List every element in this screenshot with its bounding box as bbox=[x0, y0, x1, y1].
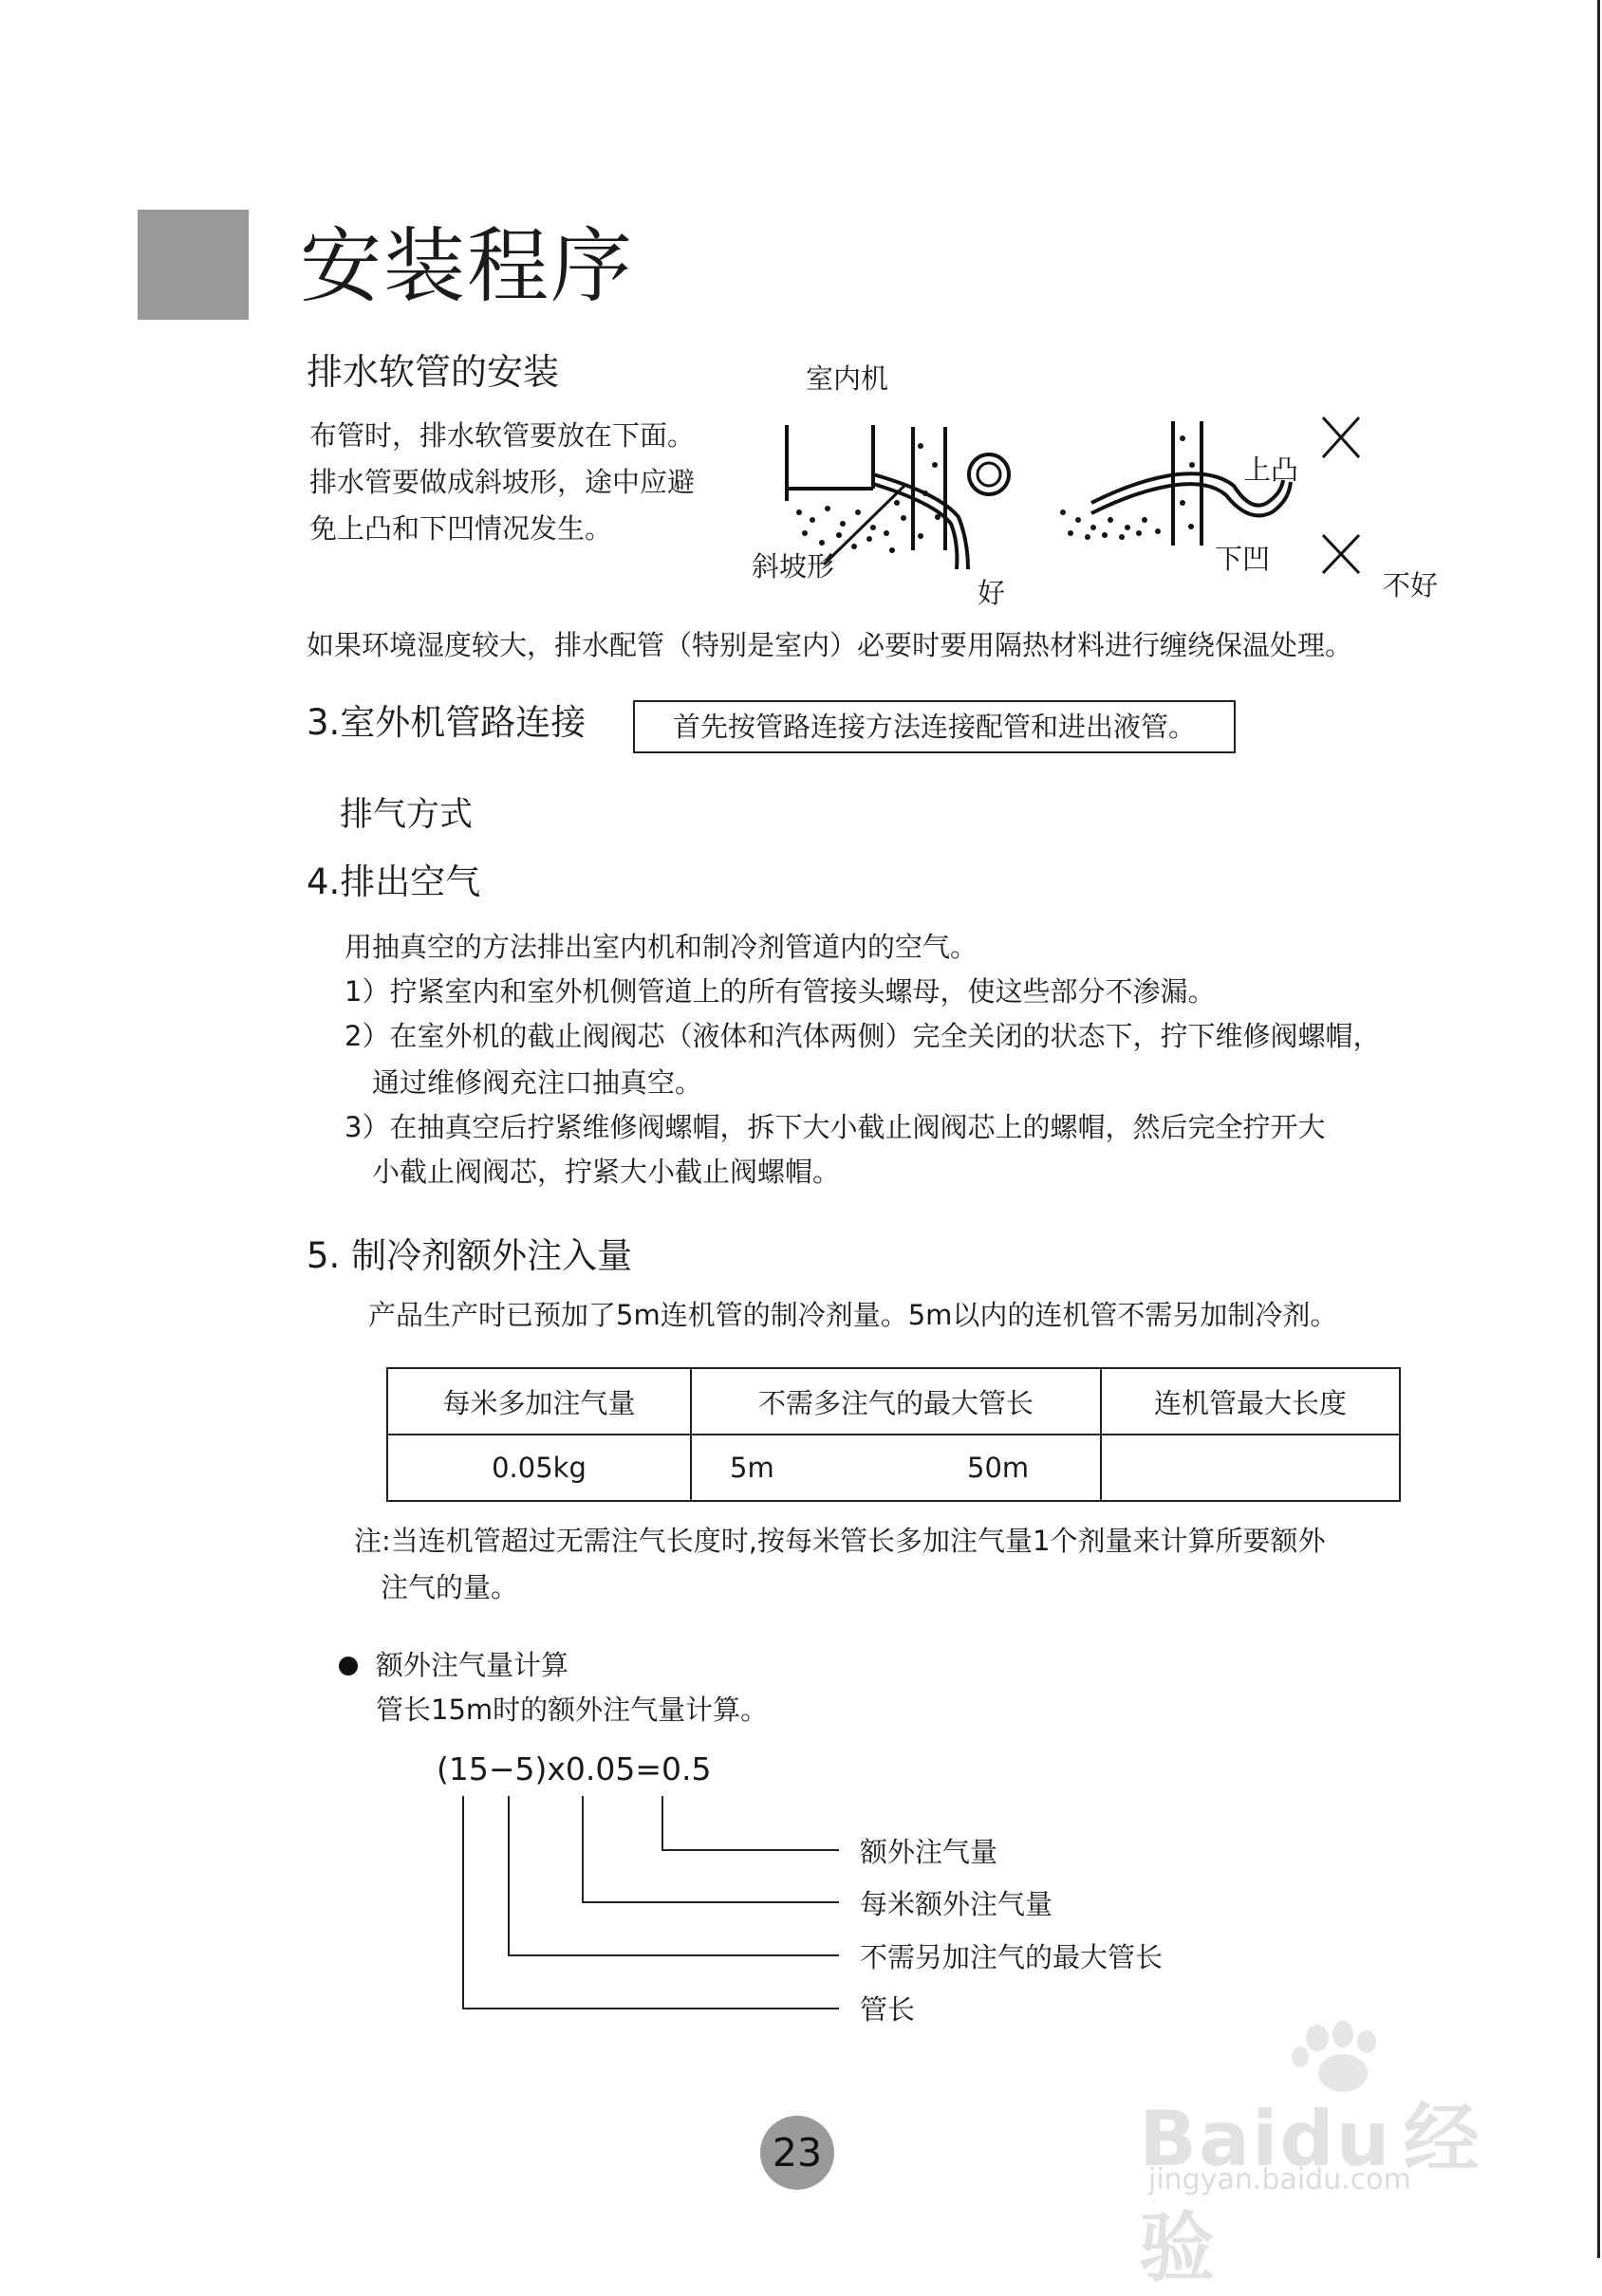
fig-slope-label: 斜坡形 bbox=[752, 550, 835, 583]
fig-indoor-label: 室内机 bbox=[806, 362, 889, 395]
fig-up-label: 上凸 bbox=[1243, 454, 1299, 486]
watermark-cn: 经验 bbox=[1139, 2095, 1481, 2292]
table-cell: 5m bbox=[730, 1452, 774, 1484]
table-cell: 50m bbox=[967, 1452, 1030, 1484]
watermark-brand-2: du bbox=[1279, 2095, 1392, 2183]
table-header-cell: 不需多注气的最大管长 bbox=[691, 1368, 1101, 1435]
drain-line-2: 排水管要做成斜坡形，途中应避 bbox=[309, 466, 696, 498]
calc-label-max-length: 不需另加注气的最大管长 bbox=[860, 1941, 1164, 1973]
watermark-url: jingyan.baidu.com bbox=[1148, 2163, 1411, 2196]
table-header-cell: 连机管最大长度 bbox=[1101, 1368, 1400, 1435]
calc-sub-text: 管长15m时的额外注气量计算。 bbox=[376, 1694, 769, 1726]
section5-note-2: 注气的量。 bbox=[381, 1571, 519, 1603]
section4-step-3: 3）在抽真空后拧紧维修阀螺帽，拆下大小截止阀阀芯上的螺帽，然后完全拧开大 bbox=[345, 1111, 1326, 1143]
section5-heading: 5. 制冷剂额外注入量 bbox=[307, 1235, 633, 1276]
drain-line-3: 免上凸和下凹情况发生。 bbox=[309, 512, 613, 545]
section3-heading: 3.室外机管路连接 bbox=[307, 702, 587, 743]
baidu-watermark bbox=[1129, 2021, 1509, 2292]
calc-label-extra: 额外注气量 bbox=[860, 1836, 998, 1868]
table-cell: 0.05kg bbox=[387, 1435, 691, 1501]
section4-step-1: 1）拧紧室内和室外机侧管道上的所有管接头螺母，使这些部分不渗漏。 bbox=[345, 975, 1216, 1008]
calc-label-per-meter: 每米额外注气量 bbox=[860, 1888, 1053, 1920]
fig-down-label: 下凹 bbox=[1215, 543, 1271, 575]
table-header-cell: 每米多加注气量 bbox=[387, 1368, 691, 1435]
section4-step-2-cont: 通过维修阀充注口抽真空。 bbox=[372, 1066, 703, 1099]
section3-boxed-note: 首先按管路连接方法连接配管和进出液管。 bbox=[633, 700, 1236, 753]
page-title: 安装程序 bbox=[300, 219, 634, 314]
section4-step-3-cont: 小截止阀阀芯，拧紧大小截止阀螺帽。 bbox=[372, 1156, 841, 1188]
fig-bad-label: 不好 bbox=[1383, 569, 1439, 602]
section4-step-2: 2）在室外机的截止阀阀芯（液体和汽体两侧）完全关闭的状态下，拧下维修阀螺帽， bbox=[345, 1020, 1381, 1052]
section4-intro: 用抽真空的方法排出室内机和制冷剂管道内的空气。 bbox=[345, 931, 978, 963]
exhaust-method-label: 排气方式 bbox=[340, 796, 474, 834]
fig-good-label: 好 bbox=[978, 577, 1006, 609]
section5-note-1: 注:当连机管超过无需注气长度时,按每米管长多加注气量1个剂量来计算所要额外 bbox=[354, 1525, 1326, 1557]
calc-formula: (15−5)x0.05=0.5 bbox=[437, 1750, 712, 1787]
section5-intro: 产品生产时已预加了5m连机管的制冷剂量。5m以内的连机管不需另加制冷剂。 bbox=[368, 1299, 1338, 1331]
calc-bullet-text: 额外注气量计算 bbox=[376, 1649, 569, 1681]
calc-label-pipe-length: 管长 bbox=[860, 1993, 916, 2026]
drain-line-1: 布管时，排水软管要放在下面。 bbox=[309, 419, 696, 452]
drain-heading: 排水软管的安装 bbox=[307, 351, 560, 393]
drain-humidity-note: 如果环境湿度较大，排水配管（特别是室内）必要时要用隔热材料进行缠绕保温处理。 bbox=[307, 629, 1353, 661]
page-number: 23 bbox=[760, 2116, 834, 2190]
watermark-brand: Bai bbox=[1139, 2095, 1280, 2183]
section4-heading: 4.排出空气 bbox=[307, 861, 481, 902]
